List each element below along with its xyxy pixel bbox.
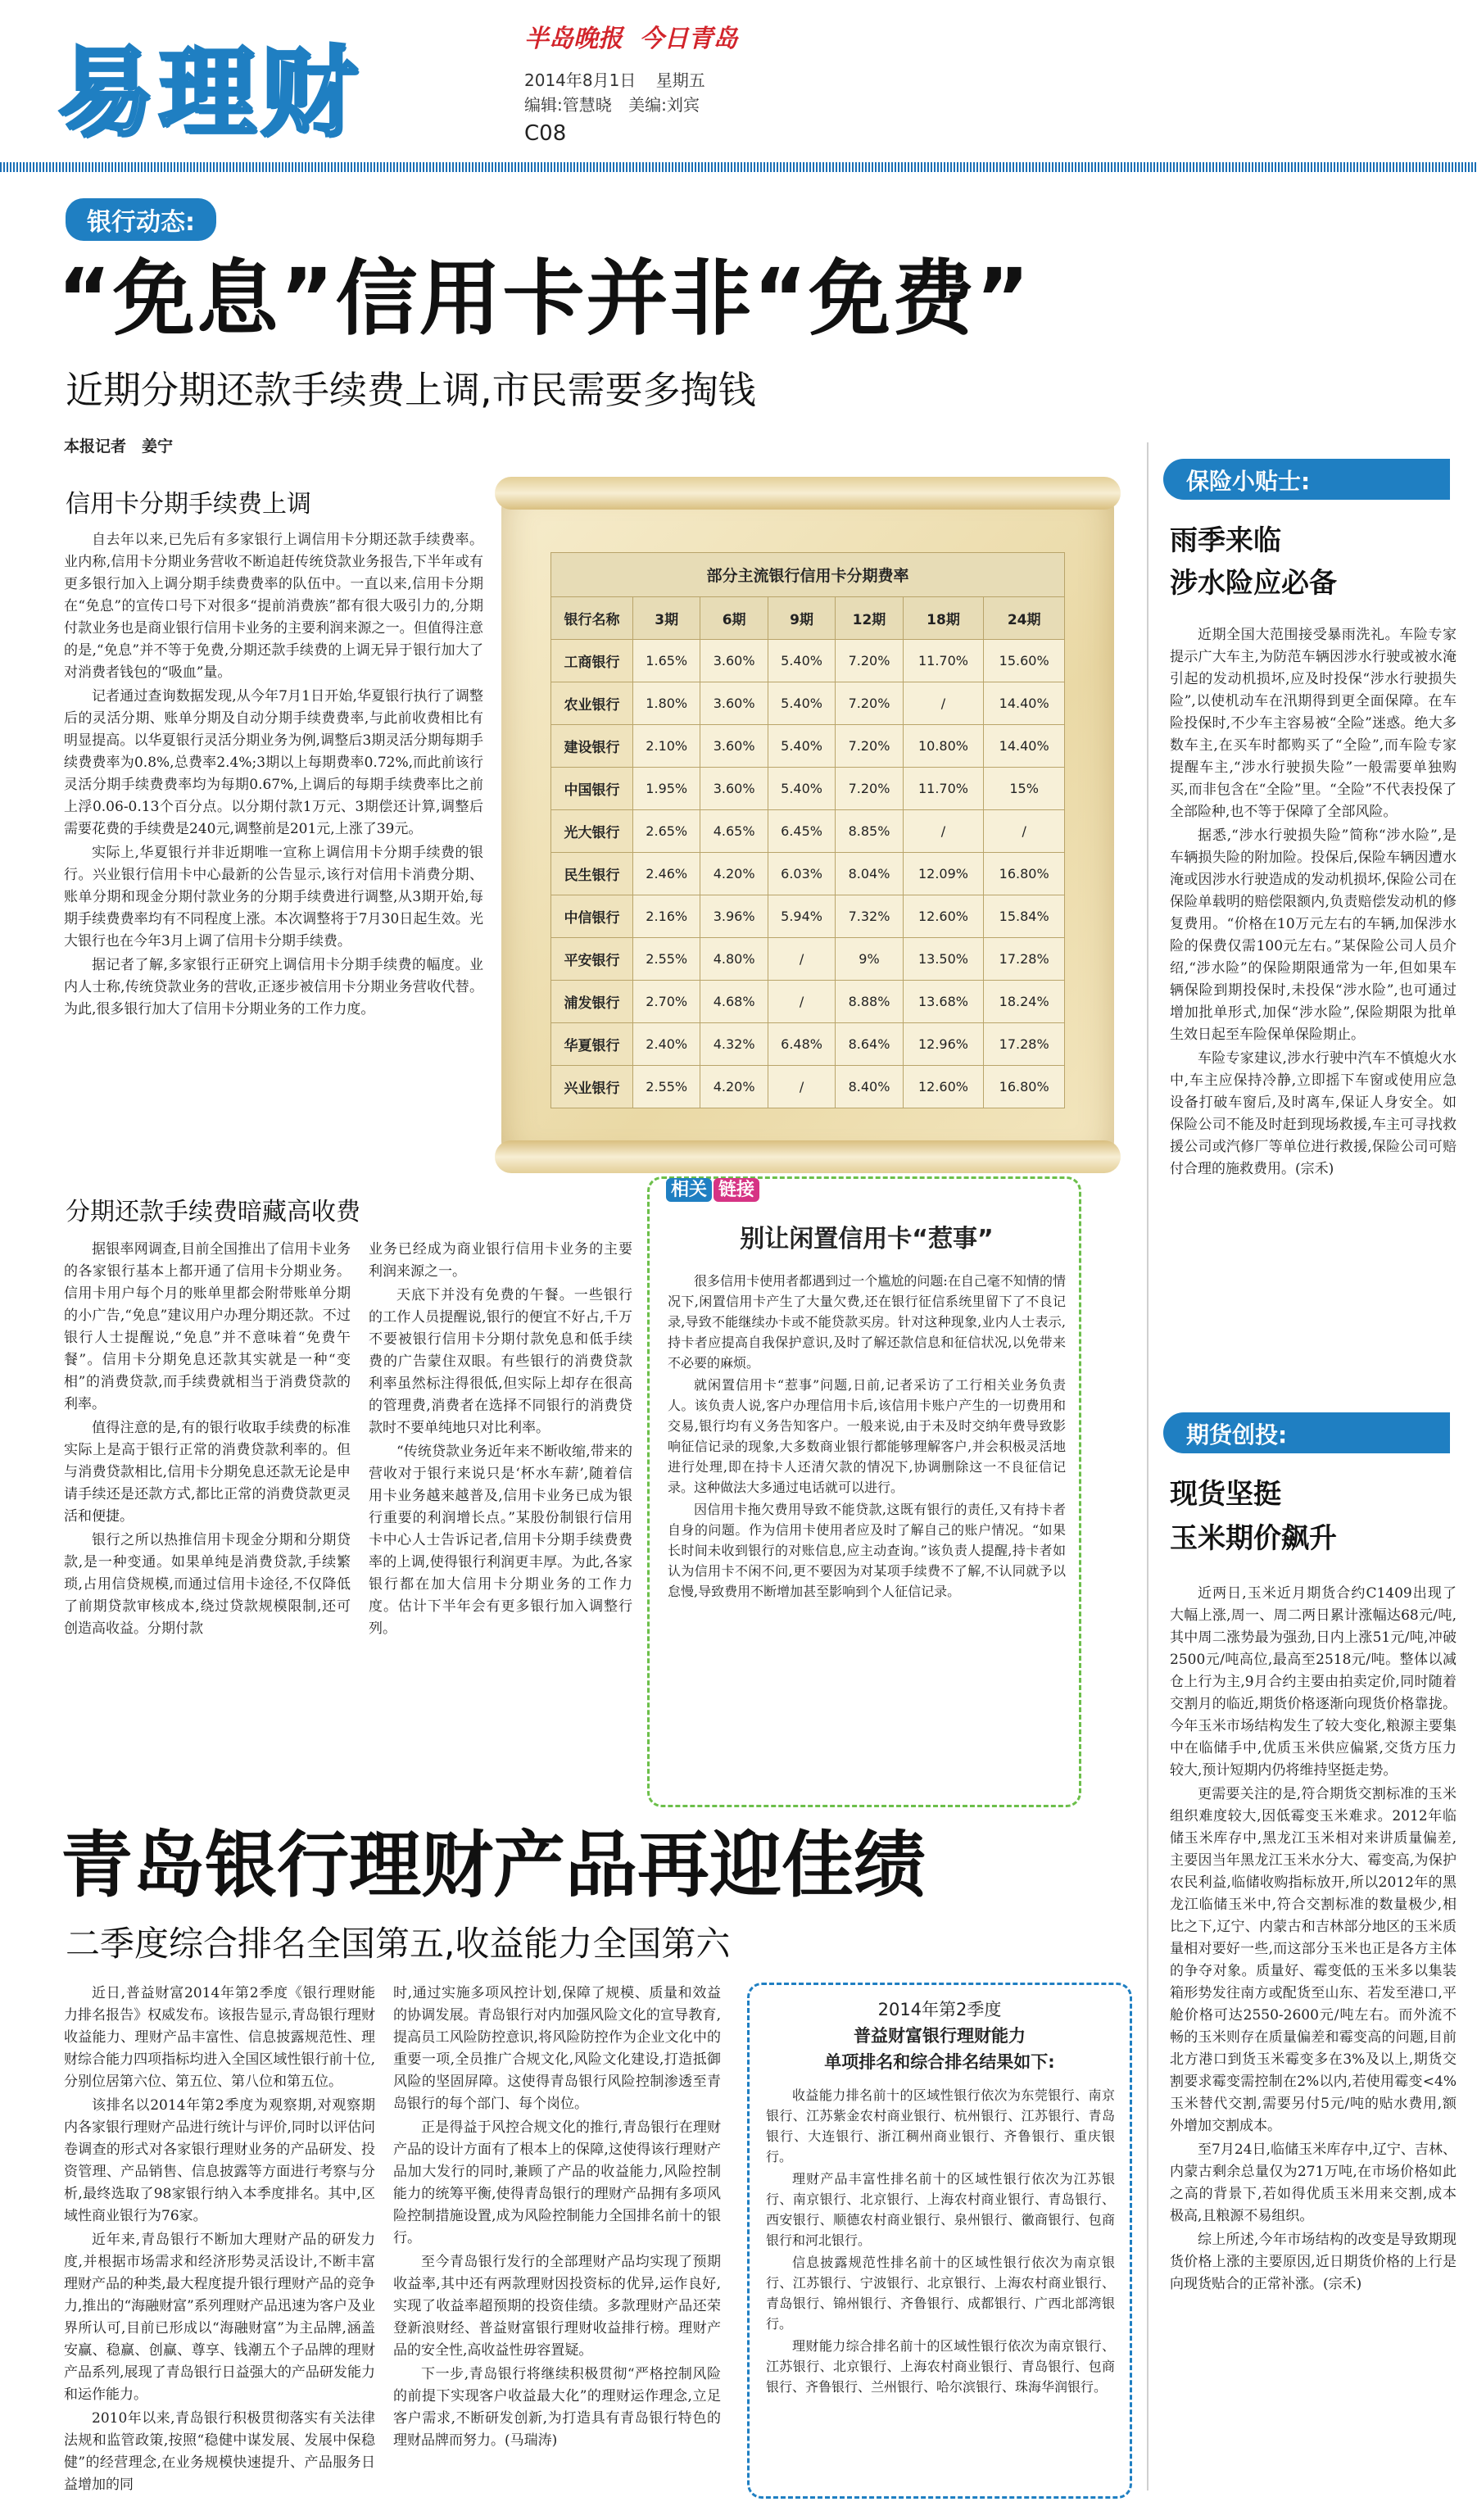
- rate-cell: 2.16%: [633, 895, 700, 938]
- bank-name-cell: 中国银行: [551, 768, 633, 810]
- issue-weekday: 星期五: [655, 70, 705, 90]
- rate-cell: 12.09%: [903, 853, 984, 895]
- ranking-title-3: 单项排名和综合排名结果如下:: [824, 2052, 1055, 2072]
- rate-table-body: [551, 640, 1065, 1108]
- header-18: 18期: [903, 597, 984, 640]
- insurance-headline-2: 涉水险应必备: [1170, 567, 1337, 600]
- header-rule: [0, 162, 1477, 172]
- article-1-subheadline: 近期分期还款手续费上调,市民需要多掏钱: [66, 368, 756, 412]
- ranking-box: [747, 1983, 1132, 2499]
- insurance-body: [1170, 624, 1457, 1394]
- paragraph: 天底下并没有免费的午餐。一些银行的工作人员提醒说,银行的便宜不好占,千万不要被银行信用卡分期付款免息和低手续费的广告蒙住双眼。有些银行的消费贷款利率虽然标注得很低,但实际上却存在很高的管理费,消费者在选择不同银行的消费贷款时不要单纯地只对比利率。: [369, 1287, 632, 1436]
- table-row: [551, 768, 1065, 810]
- rate-cell: 2.40%: [633, 1023, 700, 1066]
- table-row: [551, 640, 1065, 682]
- paragraph: 该排名以2014年第2季度为观察期,对观察期内各家银行理财产品进行统计与评价,同时以评估问卷调查的形式对各家银行理财业务的产品研发、投资管理、产品销售、信息披露等方面进行考察与分析,最终选取了98家银行纳入本季度排名。其中,区域性商业银行为76家。: [64, 2097, 375, 2224]
- paragraph: 实际上,华夏银行并非近期唯一宣称上调信用卡分期手续费的银行。兴业银行信用卡中心最新的公告显示,该行对信用卡消费分期、账单分期和现金分期付款业务的分期手续费进行调整,从3期开始,每期手续费费率均有不同程度上涨。本次调整将于7月30日起生效。光大银行也在今年3月上调了信用卡分期手续费。: [64, 845, 483, 950]
- header-6: 6期: [700, 597, 768, 640]
- paragraph: 信息披露规范性排名前十的区域性银行依次为南京银行、江苏银行、宁波银行、北京银行、上海农村商业银行、青岛银行、锦州银行、齐鲁银行、成都银行、广西北部湾银行。: [766, 2255, 1115, 2332]
- table-row: [551, 1023, 1065, 1066]
- header-3: 3期: [633, 597, 700, 640]
- rate-cell: 6.48%: [768, 1023, 835, 1066]
- paragraph: 据银率网调查,目前全国推出了信用卡业务的各家银行基本上都开通了信用卡分期业务。信用卡用户每个月的账单里都会附带账单分期的小广告,“免息”建议用户办理分期还款。不过银行人士提醒说,“免息”并不意味着“免费午餐”。信用卡分期免息还款其实就是一种“变相”的消费贷款,而手续费就相当于消费贷款的利率。: [64, 1241, 351, 1412]
- rate-cell: 2.46%: [633, 853, 700, 895]
- bank-name-cell: 建设银行: [551, 725, 633, 768]
- rate-cell: 15%: [984, 768, 1065, 810]
- ranking-title-2: 普益财富银行理财能力: [854, 2026, 1026, 2046]
- futures-tag: [1163, 1412, 1450, 1453]
- paragraph: 时,通过实施多项风控计划,保障了规模、质量和效益的协调发展。青岛银行对内加强风险文化的宣导教育,提高员工风险防控意识,将风险防控作为企业文化中的重要一项,全员推广合规文化,风险文化建设,打造抵御风险的坚固屏障。这使得青岛银行风险控制渗透至青岛银行的每个部门、每个岗位。: [393, 1985, 721, 2112]
- bank-name-cell: 浦发银行: [551, 981, 633, 1023]
- rate-cell: 5.40%: [768, 768, 835, 810]
- rate-cell: 2.55%: [633, 1066, 700, 1108]
- rate-cell: /: [768, 1066, 835, 1108]
- rate-table-scroll: [501, 485, 1114, 1165]
- rate-cell: 14.40%: [984, 682, 1065, 725]
- paragraph: 很多信用卡使用者都遇到过一个尴尬的问题:在自己毫不知情的情况下,闲置信用卡产生了大量欠费,还在银行征信系统里留下了不良记录,导致不能继续办卡或不能贷款买房。针对这种现象,业内人士表示,持卡者应提高自我保护意识,及时了解还款信息和征信状况,以免带来不必要的麻烦。: [668, 1273, 1066, 1371]
- rate-cell: /: [768, 981, 835, 1023]
- rate-cell: 15.60%: [984, 640, 1065, 682]
- rate-cell: 3.60%: [700, 725, 768, 768]
- paragraph: 近期全国大范围接受暴雨洗礼。车险专家提示广大车主,为防范车辆因涉水行驶或被水淹引起的发动机损坏,应及时投保“涉水行驶损失险”,以使机动车在汛期得到更全面保障。在车险投保时,不少车主容易被“全险”迷惑。绝大多数车主,在买车时都购买了“全险”,而车险专家提醒车主,“涉水行驶损失险”一般需要单独购买,而非包含在“全险”里。“全险”不代表投保了全部险种,也不等于保障了全部风险。: [1170, 627, 1457, 820]
- related-badge: [666, 1176, 759, 1201]
- article-1-tag: [66, 198, 216, 241]
- paper-sub: 今日青岛: [639, 25, 738, 53]
- rate-cell: 4.68%: [700, 981, 768, 1023]
- section-2-title: 分期还款手续费暗藏高收费: [66, 1198, 360, 1226]
- rate-cell: 1.65%: [633, 640, 700, 682]
- paragraph: 理财能力综合排名前十的区域性银行依次为南京银行、江苏银行、北京银行、上海农村商业银行、青岛银行、包商银行、齐鲁银行、兰州银行、哈尔滨银行、珠海华润银行。: [766, 2338, 1115, 2395]
- rate-cell: 3.60%: [700, 768, 768, 810]
- rate-cell: 7.20%: [836, 725, 903, 768]
- editor: 编辑:管慧晓: [524, 95, 612, 115]
- rate-cell: 3.96%: [700, 895, 768, 938]
- rate-cell: /: [984, 810, 1065, 853]
- rate-cell: 8.04%: [836, 853, 903, 895]
- futures-headline-1: 现货坚挺: [1170, 1478, 1281, 1511]
- rate-cell: 8.88%: [836, 981, 903, 1023]
- table-row: [551, 810, 1065, 853]
- rate-cell: 3.60%: [700, 640, 768, 682]
- paragraph: 近日,普益财富2014年第2季度《银行理财能力排名报告》权威发布。该报告显示,青岛银行理财收益能力、理财产品丰富性、信息披露规范性、理财综合能力四项指标均进入全国区域性银行前十位,分别位居第六位、第五位、第八位和第五位。: [64, 1985, 375, 2090]
- byline: 本报记者 姜宁: [64, 437, 174, 456]
- header-bank: 银行名称: [551, 597, 633, 640]
- rate-cell: 14.40%: [984, 725, 1065, 768]
- table-row: [551, 981, 1065, 1023]
- page-number: C08: [524, 121, 567, 146]
- art-editor: 美编:刘宾: [628, 95, 700, 115]
- rate-cell: 17.28%: [984, 938, 1065, 981]
- section-2-col-2: [369, 1239, 632, 1804]
- paragraph: 车险专家建议,涉水行驶中汽车不慎熄火水中,车主应保持冷静,立即摇下车窗或使用应急设备打破车窗后,及时离车,保证人身安全。如保险公司不能及时赶到现场救援,车主可寻找救援公司或汽修厂等单位进行救援,保险公司可赔付合理的施救费用。(宗禾): [1170, 1050, 1457, 1177]
- rate-cell: 9%: [836, 938, 903, 981]
- table-row: [551, 938, 1065, 981]
- editor-line: [524, 92, 700, 116]
- rate-cell: 2.10%: [633, 725, 700, 768]
- rate-cell: 11.70%: [903, 640, 984, 682]
- rate-cell: 7.20%: [836, 640, 903, 682]
- paragraph: 2010年以来,青岛银行积极贯彻落实有关法律法规和监管政策,按照“稳健中谋发展、发展中保稳健”的经营理念,在业务规模快速提升、产品服务日益增加的同: [64, 2410, 375, 2493]
- paragraph: 业务已经成为商业银行信用卡业务的主要利润来源之一。: [369, 1241, 632, 1280]
- insurance-headline-1: 雨季来临: [1170, 524, 1281, 557]
- rate-cell: 16.80%: [984, 1066, 1065, 1108]
- futures-headline-2: 玉米期价飙升: [1170, 1522, 1337, 1555]
- bank-name-cell: 光大银行: [551, 810, 633, 853]
- section-1-title: 信用卡分期手续费上调: [66, 490, 311, 519]
- rate-cell: 8.85%: [836, 810, 903, 853]
- paragraph: 收益能力排名前十的区域性银行依次为东莞银行、南京银行、江苏紫金农村商业银行、杭州银行、江苏银行、青岛银行、大连银行、浙江稠州商业银行、齐鲁银行、重庆银行。: [766, 2087, 1115, 2164]
- futures-tag-label: 期货创投:: [1186, 1421, 1288, 1448]
- table-row: [551, 853, 1065, 895]
- paragraph: 综上所述,今年市场结构的改变是导致期现货价格上涨的主要原因,近日期货价格的上行是向现货贴合的正常补涨。(宗禾): [1170, 2232, 1457, 2292]
- rate-cell: 15.84%: [984, 895, 1065, 938]
- paragraph: “传统贷款业务近年来不断收缩,带来的营收对于银行来说只是‘杯水车薪’,随着信用卡业务越来越普及,信用卡业务已成为银行重要的利润增长点。”某股份制银行信用卡中心人士告诉记者,信用卡分期手续费费率的上调,使得银行利润更丰厚。为此,各家银行都在加大信用卡分期业务的工作力度。估计下半年会有更多银行加入调整行列。: [369, 1444, 632, 1637]
- table-row: [551, 725, 1065, 768]
- rate-cell: 4.65%: [700, 810, 768, 853]
- rate-cell: 2.55%: [633, 938, 700, 981]
- rate-cell: 4.20%: [700, 1066, 768, 1108]
- rate-cell: 12.60%: [903, 1066, 984, 1108]
- rate-cell: 16.80%: [984, 853, 1065, 895]
- article-1-headline: “免息”信用卡并非“免费”: [57, 251, 1031, 347]
- rate-cell: 7.20%: [836, 768, 903, 810]
- rate-cell: 8.40%: [836, 1066, 903, 1108]
- rate-cell: 12.60%: [903, 895, 984, 938]
- rate-table-title: 部分主流银行信用卡分期费率: [551, 553, 1065, 597]
- right-column-rule: [1147, 442, 1149, 2491]
- rate-cell: /: [768, 938, 835, 981]
- paragraph: 近两日,玉米近月期货合约C1409出现了大幅上涨,周一、周二两日累计涨幅达68元/吨,其中周二涨势最为强劲,日内上涨51元/吨,冲破2500元/吨高位,最高至2518元/吨。整体以减仓上行为主,9月合约主要由拍卖定价,同时随着交割月的临近,期货价格逐渐向现货价格靠拢。今年玉米市场结构发生了较大变化,粮源主要集中在临储手中,优质玉米供应偏紧,交货方压力较大,预计短期内仍将维持坚挺走势。: [1170, 1585, 1457, 1779]
- rate-cell: 6.45%: [768, 810, 835, 853]
- table-row: [551, 682, 1065, 725]
- bank-name-cell: 民生银行: [551, 853, 633, 895]
- rate-cell: 3.60%: [700, 682, 768, 725]
- paragraph: 理财产品丰富性排名前十的区域性银行依次为江苏银行、南京银行、北京银行、上海农村商业银行、青岛银行、西安银行、顺德农村商业银行、泉州银行、徽商银行、包商银行和河北银行。: [766, 2171, 1115, 2248]
- related-title: 别让闲置信用卡“惹事”: [740, 1225, 994, 1253]
- rate-cell: 6.03%: [768, 853, 835, 895]
- date-line: [524, 67, 705, 91]
- rate-cell: /: [903, 810, 984, 853]
- ranking-body: [766, 2085, 1115, 2491]
- related-badge-b: 链接: [714, 1178, 759, 1202]
- rate-cell: 12.96%: [903, 1023, 984, 1066]
- insurance-tag: [1163, 459, 1450, 500]
- section-1-body: [64, 529, 483, 1127]
- related-badge-a: 相关: [666, 1178, 712, 1202]
- rate-cell: 1.95%: [633, 768, 700, 810]
- article-2-headline: 青岛银行理财产品再迎佳绩: [61, 1823, 927, 1907]
- paper-logo: [524, 18, 737, 54]
- paragraph: 正是得益于风控合规文化的推行,青岛银行在理财产品的设计方面有了根本上的保障,这使得该行理财产品加大发行的同时,兼顾了产品的收益能力,风险控制能力的统筹平衡,使得青岛银行的理财产品拥有多项风险控制措施设置,成为风险控制能力全国排名前十的银行。: [393, 2119, 721, 2246]
- rate-cell: 5.40%: [768, 640, 835, 682]
- article-2-col-1: [64, 1983, 375, 2507]
- paragraph: 银行之所以热推信用卡现金分期和分期贷款,是一种变通。如果单纯是消费贷款,手续繁琐,占用信贷规模,而通过信用卡途径,不仅降低了前期贷款审核成本,绕过贷款规模限制,还可创造高收益。分期付款: [64, 1532, 351, 1637]
- rate-cell: 13.50%: [903, 938, 984, 981]
- table-row: [551, 895, 1065, 938]
- bank-name-cell: 工商银行: [551, 640, 633, 682]
- paragraph: 至今青岛银行发行的全部理财产品均实现了预期收益率,其中还有两款理财因投资标的优异,运作良好,实现了收益率超预期的投资佳绩。多款理财产品还荣登新浪财经、普益财富银行理财收益排行榜。理财产品的安全性,高收益性毋容置疑。: [393, 2254, 721, 2359]
- bank-name-cell: 农业银行: [551, 682, 633, 725]
- rate-table: [550, 552, 1065, 1108]
- insurance-tag-label: 保险小贴士:: [1186, 468, 1311, 495]
- futures-body: [1170, 1583, 1457, 2500]
- header-9: 9期: [768, 597, 835, 640]
- paragraph: 记者通过查询数据发现,从今年7月1日开始,华夏银行执行了调整后的灵活分期、账单分期及自动分期手续费费率,与此前收费相比有明显提高。以华夏银行灵活分期业务为例,调整后3期灵活分期每期手续费费率为0.8%,总费率2.4%;3期以上每期费率0.72%,而此前该行灵活分期手续费费率均为每期0.67%,上调后的每期手续费率比之前上浮0.06-0.13个百分点。以分期付款1万元、3期偿还计算,调整后需要花费的手续费是240元,调整前是201元,上涨了39元。: [64, 688, 483, 837]
- related-body: [668, 1271, 1066, 1795]
- article-2-col-2: [393, 1983, 721, 2507]
- rate-cell: 2.65%: [633, 810, 700, 853]
- rate-cell: 11.70%: [903, 768, 984, 810]
- bank-name-cell: 平安银行: [551, 938, 633, 981]
- paragraph: 就闲置信用卡“惹事”问题,日前,记者采访了工行相关业务负责人。该负责人说,客户办理信用卡后,该信用卡账户产生的一切费用和交易,银行均有义务告知客户。一般来说,由于未及时交纳年费导致影响征信记录的现象,大多数商业银行都能够理解客户,并会积极灵活地进行处理,即在持卡人还清欠款的情况下,协调删除这一不良征信记录。这种做法大多通过电话就可以进行。: [668, 1377, 1066, 1495]
- paragraph: 更需要关注的是,符合期货交割标准的玉米组织难度较大,因低霉变玉米难求。2012年临储玉米库存中,黑龙江玉米相对来讲质量偏差,主要因当年黑龙江玉米水分大、霉变高,为保护农民利益,临储收购指标放开,所以2012年的黑龙江临储玉米中,符合交割标准的数量极少,相比之下,辽宁、内蒙古和吉林部分地区的玉米质量相对要好一些,而这部分玉米也正是各方主体的争夺对象。质量好、霉变低的玉米多以集装箱形势发往南方或配货至山东、若发至港口,平舱价格可达2550-2600元/吨左右。而外流不畅的玉米则存在质量偏差和霉变高的问题,目前北方港口到货玉米霉变多在3%及以上,期货交割要求霉变需控制在2%以内,若使用霉变<4%玉米替代交割,需要另付5元/吨的贴水费用,额外增加交割成本。: [1170, 1786, 1457, 2134]
- rate-cell: 5.40%: [768, 725, 835, 768]
- article-2-subheadline: 二季度综合排名全国第五,收益能力全国第六: [66, 1924, 731, 1964]
- bank-name-cell: 华夏银行: [551, 1023, 633, 1066]
- rate-cell: 4.80%: [700, 938, 768, 981]
- paragraph: 值得注意的是,有的银行收取手续费的标准实际上是高于银行正常的消费贷款利率的。但与消费贷款相比,信用卡分期免息还款无论是申请手续还是还款方式,都比正常的消费贷款更灵活和便捷。: [64, 1420, 351, 1525]
- related-link-box: [647, 1176, 1081, 1807]
- rate-cell: 13.68%: [903, 981, 984, 1023]
- paragraph: 近年来,青岛银行不断加大理财产品的研发力度,并根据市场需求和经济形势灵活设计,不断丰富理财产品的种类,最大程度提升银行理财产品的竞争力,推出的“海融财富”系列理财产品迅速为客户及业界所认可,目前已形成以“海融财富”为主品牌,涵盖安赢、稳赢、创赢、尊享、钱潮五个子品牌的理财产品系列,展现了青岛银行日益强大的产品研发能力和运作能力。: [64, 2232, 375, 2403]
- rate-cell: /: [903, 682, 984, 725]
- section-title: 易理财: [57, 36, 363, 149]
- rate-cell: 5.40%: [768, 682, 835, 725]
- rate-cell: 4.20%: [700, 853, 768, 895]
- rate-cell: 5.94%: [768, 895, 835, 938]
- paragraph: 因信用卡拖欠费用导致不能贷款,这既有银行的责任,又有持卡者自身的问题。作为信用卡使用者应及时了解自己的账户情况。“如果长时间未收到银行的对账信息,应主动查询。”该负责人提醒,持卡者如认为信用卡不闲不问,更不要因为对某项手续费不了解,不认同就予以怠慢,导致费用不断增加甚至影响到个人征信记录。: [668, 1502, 1066, 1599]
- bank-name-cell: 兴业银行: [551, 1066, 633, 1108]
- rate-cell: 7.32%: [836, 895, 903, 938]
- rate-cell: 2.70%: [633, 981, 700, 1023]
- rate-cell: 18.24%: [984, 981, 1065, 1023]
- paragraph: 至7月24日,临储玉米库存中,辽宁、吉林、内蒙古剩余总量仅为271万吨,在市场价格如此之高的背景下,若如得优质玉米用来交割,成本极高,且粮源不易组织。: [1170, 2142, 1457, 2224]
- paragraph: 自去年以来,已先后有多家银行上调信用卡分期还款手续费率。业内称,信用卡分期业务营收不断追赶传统贷款业务报告,下半年或有更多银行加入上调分期手续费费率的队伍中。一直以来,信用卡分期在“免息”的宣传口号下对很多“提前消费族”都有很大吸引力的,分期付款业务也是商业银行信用卡业务的主要利润来源之一。但值得注意的是,“免息”并不等于免费,分期还款手续费的上调无异于银行加大了对消费者钱包的“吸血”量。: [64, 532, 483, 681]
- rate-cell: 10.80%: [903, 725, 984, 768]
- rate-cell: 1.80%: [633, 682, 700, 725]
- rate-cell: 7.20%: [836, 682, 903, 725]
- scroll-bottom-roll: [495, 1140, 1121, 1173]
- paragraph: 据悉,“涉水行驶损失险”简称“涉水险”,是车辆损失险的附加险。投保后,保险车辆因遭水淹或因涉水行驶造成的发动机损坏,保险公司在保险单载明的赔偿限额内,负责赔偿发动机的修复费用。“价格在10万元左右的车辆,加保涉水险的保费仅需100元左右。”某保险公司人员介绍,“涉水险”的保险期限通常为一年,但如果车辆保险到期投保时,未投保“涉水险”,也可通过增加批单形式,加保“涉水险”,保险期限为批单生效日起至车险保单保险期止。: [1170, 827, 1457, 1043]
- paragraph: 下一步,青岛银行将继续积极贯彻“严格控制风险的前提下实现客户收益最大化”的理财运作理念,立足客户需求,不断研发创新,为打造具有青岛银行特色的理财品牌而努力。(马瑞涛): [393, 2366, 721, 2449]
- paper-name: 半岛晚报: [524, 25, 623, 53]
- column-tag: 银行动态:: [66, 198, 216, 241]
- issue-date: 2014年8月1日: [524, 70, 637, 90]
- rate-cell: 8.64%: [836, 1023, 903, 1066]
- scroll-top-roll: [495, 477, 1121, 510]
- table-row: [551, 1066, 1065, 1108]
- rate-cell: 4.32%: [700, 1023, 768, 1066]
- masthead: [0, 0, 1477, 188]
- section-2-col-1: [64, 1239, 351, 1804]
- paragraph: 据记者了解,多家银行正研究上调信用卡分期手续费的幅度。业内人士称,传统贷款业务的营收,正逐步被信用卡分期业务营收代替。为此,很多银行加大了信用卡分期业务的工作力度。: [64, 957, 483, 1018]
- bank-name-cell: 中信银行: [551, 895, 633, 938]
- header-12: 12期: [836, 597, 903, 640]
- header-24: 24期: [984, 597, 1065, 640]
- rate-cell: 17.28%: [984, 1023, 1065, 1066]
- ranking-title-1: 2014年第2季度: [877, 2000, 1002, 2019]
